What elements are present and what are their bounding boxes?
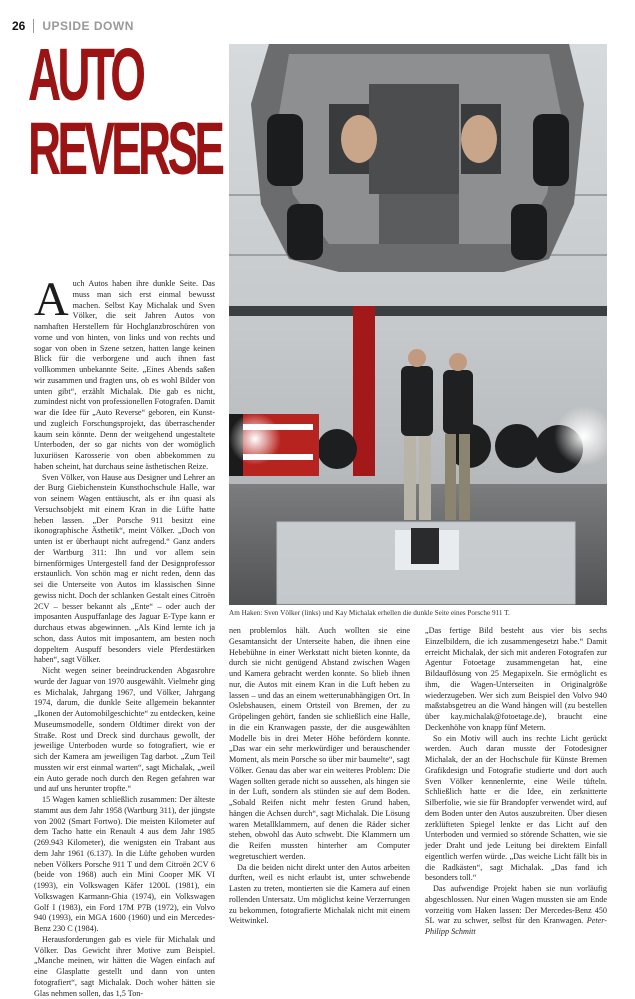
paragraph: „Das fertige Bild besteht aus vier bis sechs Einzelbildern, die ich zusammengesetzt habe.“ Damit erreicht Michalak, der sich mit anderen Fotografen zur Agentur Fotoetage zusammengetan hat, eine Bildauflösung von 25 Megapixeln. Sie ermöglicht es ihm, die Wagen-Unterseiten in Originalgröße wiederzugeben. Wer sich zum Beispiel den Volvo 940 maßstabsgetreu an die Wand hängen will (zu bestellen über kay.michalak@fotoetage.de), braucht eine Deckenhöhe von knapp fünf Metern. bbox=[425, 626, 607, 732]
article-title bbox=[28, 33, 222, 190]
title-line-2: REVERSE bbox=[28, 107, 222, 190]
paragraph: Da die beiden nicht direkt unter den Autos arbeiten durften, weil es nicht erlaubt ist, unter schwebende Lasten zu treten, montierten sie die Kamera auf einen rollenden Untersatz. Um möglichst keine Verzerrungen zu bekommen, fotografierte Michalak nicht mit einem Weitwinkel. bbox=[229, 862, 410, 926]
article-photo bbox=[229, 44, 607, 605]
paragraph bbox=[425, 884, 607, 938]
paragraph: Sven Völker, von Hause aus Designer und Lehrer an der Burg Giebichenstein Kunsthochschule Halle, war von seinem Wagen enttäuscht, als er ihn quasi als Versuchsobjekt mit einem Kran in die Lüfte hatte heben lassen. „Der Porsche 911 besitzt eine ikonographische Ästhetik“, meint Völker. „Doch von unten ist er überhaupt nicht aufregend.“ Ganz anders der Wartburg 311: Ihn und vor allem sein birnenförmiges Untergestell fand der Designprofessor erstaunlich. Von schön mag er nicht reden, denn das sei die Unterseite von Autos im klassischen Sinne gewiss nicht. Doch der schlanken Gestalt eines Citroën 2CV – besser bekannt als „Ente“ – oder auch der imposanten Auspuffanlage des Jaguar E-Type kann er durchaus etwas abgewinnen. „Als Kind lernte ich ja schon, dass Autos mit imposantem, am besten noch doppeltem Auspuff besonders viele Pferdestärken haben“, sagt Völker. bbox=[34, 472, 215, 665]
paragraph: 15 Wagen kamen schließlich zusammen: Der älteste stammt aus dem Jahr 1958 (Wartburg 311), der jüngste von 2002 (Smart Fortwo). Die meisten Kilometer auf dem Tacho hatte ein Renault 4 aus dem Jahr 1985 (269.943 Kilometer), die wenigsten ein Trabant aus dem Jahr 1961 (6.137). In die Lüfte gehoben wurden neben Völkers Porsche 911 T und dem Citroën 2CV 6 (beide von 1968) auch ein Mini Cooper MK VI (1993), ein Volkswagen Käfer 1200L (1981), ein Volkswagen Karmann-Ghia (1974), ein Volkswagen Golf I (1983), ein Ford 17M P7B (1972), ein Volvo 940 (1993), ein MGA 1600 (1960) und ein Mercedes-Benz 230 C (1984). bbox=[34, 795, 215, 933]
paragraph-text: Das aufwendige Projekt haben sie nun vorläufig abgeschlossen. Nur einen Wagen mussten sie am Ende vorzeitig vom Haken lassen: Der Mercedes-Benz 450 SL war zu schwer, selbst für den Kranwagen. bbox=[425, 884, 607, 926]
text-column-1 bbox=[34, 273, 215, 999]
page-header bbox=[12, 18, 134, 34]
header-divider bbox=[33, 19, 34, 33]
page-number: 26 bbox=[12, 19, 26, 33]
paragraph: Herausforderungen gab es viele für Michalak und Völker. Das Gewicht ihrer Motive zum Beispiel. „Manche meinen, wir hätten die Wagen einfach auf eine Glasplatte gestellt und dann von unten fotografiert“, sagt Michalak. Doch woher hätten sie Glas nehmen sollen, das 1,5 Ton- bbox=[34, 934, 215, 998]
paragraph: nen problemlos hält. Auch wollten sie eine Gesamtansicht der Unterseite haben, die ihnen eine Hebebühne in einer Werkstatt nicht bieten konnte, da durch sie nicht genügend Abstand zwischen Wagen und Kamera gebracht werden konnte. So blieb ihnen nur, die Autos mit einem Kran in die Luft heben zu lassen – und das an einem wetterunabhängigen Ort. In Oslebshausen, einem Ortsteil von Bremen, der zu Gröpelingen gehört, fanden sie schließlich eine Halle, in die ein Kranwagen passte, der die ausgewählten Modelle bis in drei Meter Höhe befördern konnte. „Das war ein sehr merkwürdiger und berauschender Moment, als mein Porsche so über mir baumelte“, sagt Völker. Genau das aber war ein weiteres Problem: Die Wagen sollten gerade nicht so aussehen, als hingen sie in der Luft, sondern als stünden sie auf dem Boden. „Sobald Reifen nicht mehr festen Grund haben, hängen die Achsen durch“, sagt Michalak. Die Lösung waren Metallklammern, auf denen die Räder sicher stehen, obwohl das Auto schwebt. Die Klammern um die Reifen mussten hinterher am Computer wegretuschiert werden. bbox=[229, 626, 410, 861]
drop-cap: A bbox=[34, 273, 69, 326]
paragraph bbox=[34, 273, 215, 473]
text-column-3 bbox=[425, 626, 607, 938]
section-label: UPSIDE DOWN bbox=[42, 19, 134, 33]
author-byline: Peter-Philipp Schmitt bbox=[425, 916, 607, 936]
photo-caption: Am Haken: Sven Völker (links) und Kay Michalak erhellen die dunkle Seite eines Porsche 911 T. bbox=[229, 609, 510, 617]
text-column-2 bbox=[229, 626, 410, 927]
title-line-1: AUTO bbox=[28, 33, 143, 116]
photo-illustration bbox=[229, 44, 607, 605]
paragraph: So ein Motiv will auch ins rechte Licht gerückt werden. Auch daran musste der Fotodesigner Michalak, der an der Hochschule für Künste Bremen Grafikdesign und Fotografie studierte und dort auch Sven Völker kennenlernte, eine Weile tüfteln. Schließlich hatte er die Idee, ein zerknitterte Silberfolie, wie sie für Brandopfer verwendet wird, auf dem Boden unter den Autos auszubreiten. Über diesen zerklüfteten Spiegel lenkte er das Licht auf den Unterboden und vermied so störende Schatten, wie sie jeder Draht und jede Leitung bei direktem Einfall eigentlich werfen würde. „Das weiche Licht fällt bis in die Radkästen“, sagt Michalak. „Das fand ich besonders toll.“ bbox=[425, 733, 607, 883]
paragraph: Nicht wegen seiner beeindruckenden Abgasrohre wurde der Jaguar von 1970 ausgewählt. Vielmehr ging es Michalak, Jahrgang 1967, und Völker, Jahrgang 1974, darum, die dunkle Seite allgemein bekannter „Ikonen der Automobilgeschichte“ zu entdecken, keine Museumsmodelle, sondern Oldtimer direkt von der Straße. Rost und Dreck sind durchaus gewollt, der jeweilige Unterboden wurde so fotografiert, wie er sich der Kamera am jeweiligen Tag darbot. „Zum Teil mussten wir erst einmal warten“, sagt Michalak, „weil ein Auto gerade noch durch den Regen gefahren war und auf uns herunter tropfte.“ bbox=[34, 666, 215, 794]
paragraph-text: uch Autos haben ihre dunkle Seite. Das muss man sich erst einmal bewusst machen. Selbst Kay Michalak und Sven Völker, die seit Jahren Autos von namhaften Herstellern für Hochglanzbroschüren von vorne und von hinten, von links und von rechts und sogar von oben in Szene setzen, hatten lange keinen Blick für die verborgene und auch ihnen fast vollkommen unbekannte Seite. „Eines Abends saßen wir zusammen und fragten uns, ob es wohl Bilder von unten gibt“, erzählt Michalak. Die gab es nicht, zumindest nicht von professionellen Fotografen. Damit war die Idee für „Auto Reverse“ geboren, ein Kunst- und zugleich Forschungsprojekt, das überraschender kaum sein könnte. Denn der weitgehend ungestaltete Unterboden, der so gar nichts von der womöglich luxuriösen Karosserie von oben abbekommen zu haben scheint, hat durchaus seine ästhetischen Reize. bbox=[34, 279, 215, 471]
